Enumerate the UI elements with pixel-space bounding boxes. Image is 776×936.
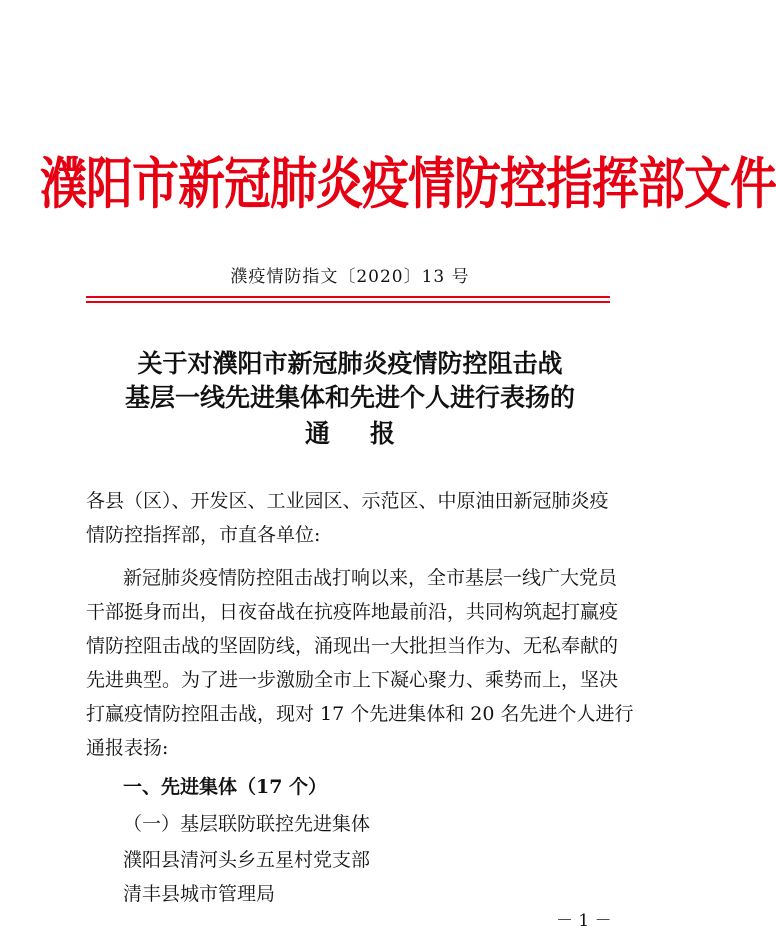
paragraph-line-4: 先进典型。为了进一步激励全市上下凝心聚力、乘势而上，坚决 [86,669,619,691]
addressee-line-1: 各县（区）、开发区、工业园区、示范区、中原油田新冠肺炎疫 [86,490,609,512]
paragraph-line-5: 打赢疫情防控阻击战，现对 17 个先进集体和 20 名先进个人进行 [86,703,634,725]
paragraph-line-1: 新冠肺炎疫情防控阻击战打响以来，全市基层一线广大党员 [123,567,618,589]
document-masthead: 濮阳市新冠肺炎疫情防控指挥部文件 [40,152,776,218]
document-title-line-2: 基层一线先进集体和先进个人进行表扬的 [124,383,575,412]
document-title-line-3: 通报 [304,419,435,448]
list-item: 濮阳县清河头乡五星村党支部 [123,849,371,871]
addressee-line-2: 情防控指挥部，市直各单位: [86,524,321,546]
paragraph-line-2: 干部挺身而出，日夜奋战在抗疫阵地最前沿，共同构筑起打赢疫 [86,601,619,623]
document-number: 濮疫情防指文〔2020〕13 号 [230,267,470,287]
subsection-heading-grassroots: （一）基层联防联控先进集体 [123,813,371,835]
red-divider-line [86,296,610,303]
page-number: － 1 － [556,911,612,931]
paragraph-line-6: 通报表扬: [86,737,169,759]
section-heading-advanced-collectives: 一、先进集体（17 个） [123,776,328,798]
list-item: 清丰县城市管理局 [123,883,276,905]
paragraph-line-3: 情防控阻击战的坚固防线，涌现出一大批担当作为、无私奉献的 [86,635,619,657]
document-title-line-1: 关于对濮阳市新冠肺炎疫情防控阻击战 [137,349,563,378]
